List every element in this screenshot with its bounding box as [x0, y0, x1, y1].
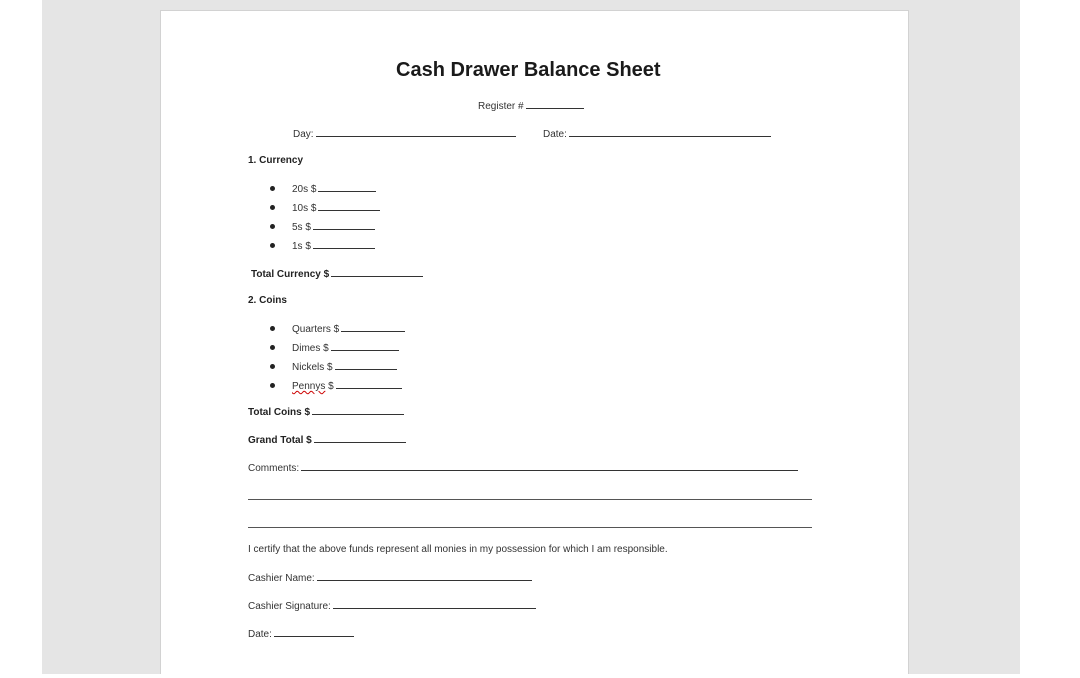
- total-currency-label: Total Currency $: [251, 269, 330, 280]
- footer-date-field[interactable]: [248, 627, 354, 640]
- total-currency-line[interactable]: [331, 267, 423, 277]
- grand-total-label: Grand Total $: [248, 435, 312, 446]
- grand-total-field[interactable]: [248, 433, 406, 446]
- bullet-icon: [270, 224, 275, 229]
- currency-5s-line[interactable]: [313, 220, 375, 230]
- coins-pennys-field[interactable]: [292, 379, 402, 392]
- currency-20s-field[interactable]: [292, 182, 376, 195]
- bullet-icon: [270, 326, 275, 331]
- coins-nickels-line[interactable]: [335, 360, 397, 370]
- currency-20s-label: 20s $: [292, 184, 317, 195]
- cashier-name-line[interactable]: [317, 571, 532, 581]
- total-coins-line[interactable]: [312, 405, 404, 415]
- bullet-icon: [270, 205, 275, 210]
- bullet-icon: [270, 383, 275, 388]
- total-coins-field[interactable]: [248, 405, 404, 418]
- coins-pennys-line[interactable]: [336, 379, 402, 389]
- currency-10s-line[interactable]: [318, 201, 380, 211]
- cashier-signature-field[interactable]: [248, 599, 536, 612]
- date-label: Date:: [543, 129, 567, 140]
- currency-20s-line[interactable]: [318, 182, 376, 192]
- certification-text: I certify that the above funds represent all monies in my possession for which I am responsible.: [248, 544, 668, 555]
- comments-label: Comments:: [248, 463, 300, 474]
- coins-dimes-field[interactable]: [292, 341, 399, 354]
- coins-pennys-label: Pennys: [292, 381, 326, 392]
- day-label: Day:: [293, 129, 314, 140]
- coins-quarters-field[interactable]: [292, 322, 405, 335]
- register-line[interactable]: [526, 99, 584, 109]
- bullet-icon: [270, 345, 275, 350]
- currency-10s-label: 10s $: [292, 203, 317, 214]
- comments-line-3[interactable]: [248, 527, 812, 528]
- date-line[interactable]: [569, 127, 771, 137]
- cashier-name-field[interactable]: [248, 571, 532, 584]
- coins-dimes-label: Dimes $: [292, 343, 329, 354]
- document-title: Cash Drawer Balance Sheet: [396, 59, 661, 81]
- cashier-signature-line[interactable]: [333, 599, 536, 609]
- currency-5s-field[interactable]: [292, 220, 375, 233]
- footer-date-label: Date:: [248, 629, 272, 640]
- bullet-icon: [270, 186, 275, 191]
- coins-nickels-label: Nickels $: [292, 362, 333, 373]
- coins-nickels-field[interactable]: [292, 360, 397, 373]
- cashier-signature-label: Cashier Signature:: [248, 601, 331, 612]
- day-line[interactable]: [316, 127, 516, 137]
- coins-dimes-line[interactable]: [331, 341, 399, 351]
- date-field[interactable]: [543, 127, 771, 140]
- register-field[interactable]: [478, 99, 584, 112]
- cashier-name-label: Cashier Name:: [248, 573, 315, 584]
- coins-heading: 2. Coins: [248, 295, 287, 306]
- comments-line-2[interactable]: [248, 499, 812, 500]
- coins-quarters-line[interactable]: [341, 322, 405, 332]
- currency-10s-field[interactable]: [292, 201, 380, 214]
- currency-1s-field[interactable]: [292, 239, 375, 252]
- currency-1s-label: 1s $: [292, 241, 311, 252]
- grand-total-line[interactable]: [314, 433, 406, 443]
- footer-date-line[interactable]: [274, 627, 354, 637]
- bullet-icon: [270, 243, 275, 248]
- comments-line[interactable]: [301, 461, 798, 471]
- day-field[interactable]: [293, 127, 516, 140]
- coins-quarters-label: Quarters $: [292, 324, 340, 335]
- comments-field[interactable]: [248, 461, 798, 474]
- total-currency-field[interactable]: [251, 267, 423, 280]
- register-label: Register #: [478, 101, 524, 112]
- bullet-icon: [270, 364, 275, 369]
- total-coins-label: Total Coins $: [248, 407, 311, 418]
- coins-pennys-suffix: $: [325, 381, 334, 392]
- currency-5s-label: 5s $: [292, 222, 311, 233]
- currency-heading: 1. Currency: [248, 155, 304, 166]
- currency-1s-line[interactable]: [313, 239, 375, 249]
